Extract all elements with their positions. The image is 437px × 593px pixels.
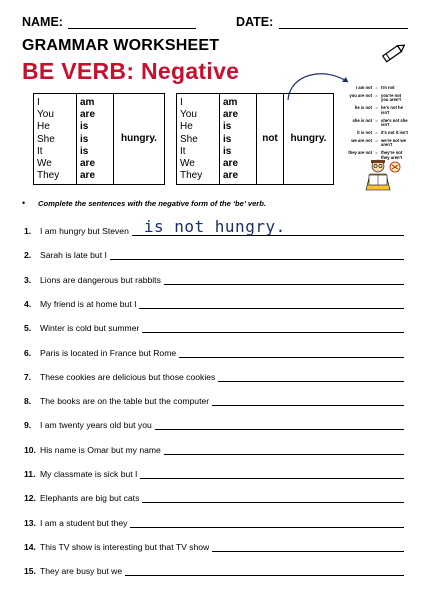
question-text: I am a student but they — [40, 517, 128, 528]
positive-conjugation-table — [33, 93, 165, 185]
contraction-full: I am not — [355, 85, 372, 90]
question-text: Lions are dangerous but rabbits — [40, 274, 161, 285]
question-number: 14. — [24, 541, 36, 552]
table-cell: are — [80, 170, 96, 182]
instruction-text: Complete the sentences with the negative form of the ‘be’ verb. — [38, 199, 266, 208]
question-number: 7. — [24, 371, 32, 382]
question-number: 11. — [24, 469, 36, 479]
answer-line[interactable] — [132, 217, 404, 236]
table-cell: is — [223, 133, 232, 145]
date-label: DATE: — [236, 15, 274, 29]
contraction-full: she is not — [352, 117, 372, 123]
question-number: 2. — [24, 250, 32, 261]
answer-line[interactable] — [212, 541, 404, 552]
equals-sign: = — [375, 85, 378, 90]
contraction-short: they're not they aren't — [381, 150, 403, 160]
table-cell: is — [80, 121, 89, 133]
contraction-row — [345, 106, 420, 115]
question-text: They are busy but we — [40, 566, 123, 577]
question-row — [24, 319, 404, 333]
table-cell: is — [223, 121, 232, 133]
table-cell: are — [223, 109, 239, 121]
table-cell: He — [37, 121, 50, 133]
equals-sign: = — [375, 92, 378, 98]
table-cell: We — [37, 158, 52, 170]
equals-sign: = — [375, 105, 378, 111]
answer-line[interactable] — [110, 249, 404, 260]
worksheet-subtitle: BE VERB: Negative — [22, 58, 240, 84]
answer-line[interactable] — [155, 419, 404, 430]
negation-cell: not — [257, 94, 284, 185]
table-cell: It — [37, 145, 43, 157]
table-cell: She — [37, 133, 55, 145]
answer-line[interactable] — [130, 517, 404, 528]
contraction-full: he is not — [354, 105, 372, 111]
verb-column — [77, 94, 114, 185]
negative-conjugation-table — [176, 93, 334, 185]
equals-sign: = — [375, 117, 378, 123]
question-number: 12. — [24, 493, 36, 504]
question-row — [24, 441, 404, 455]
question-text: My classmate is sick but I — [40, 469, 138, 479]
question-text: These cookies are delicious but those cookies — [40, 371, 216, 382]
worksheet-title: GRAMMAR WORKSHEET — [22, 37, 220, 54]
question-number: 8. — [24, 396, 32, 407]
table-cell: are — [80, 158, 96, 170]
table-cell: They — [180, 170, 203, 182]
answer-line[interactable] — [218, 371, 404, 382]
question-row — [24, 368, 404, 382]
table-cell: is — [80, 145, 89, 157]
date-field[interactable] — [279, 28, 408, 29]
question-text: Paris is located in France but Rome — [40, 347, 177, 358]
question-row — [24, 562, 404, 576]
table-cell: They — [37, 170, 60, 182]
question-text: His name is Omar but my name — [40, 444, 161, 455]
name-field[interactable] — [68, 28, 196, 29]
table-cell: am — [80, 97, 95, 108]
answer-line[interactable] — [142, 322, 404, 333]
table-cell: are — [223, 170, 239, 182]
table-cell: I — [37, 97, 40, 108]
question-number: 10. — [24, 444, 36, 455]
question-number: 1. — [24, 226, 32, 236]
handwritten-answer: is not hungry. — [143, 217, 286, 236]
table-cell: are — [223, 158, 239, 170]
equals-sign: = — [375, 129, 378, 135]
student-reading-icon — [356, 157, 402, 191]
contraction-short: you're not you aren't — [381, 92, 402, 103]
question-number: 4. — [24, 298, 32, 309]
contraction-row — [345, 131, 420, 136]
pronoun-column — [34, 94, 77, 185]
answer-line[interactable] — [179, 347, 404, 358]
contraction-full: it is not — [357, 129, 372, 135]
equals-sign: = — [375, 137, 378, 143]
question-row — [24, 217, 404, 236]
question-text: The books are on the table but the computer — [40, 396, 210, 407]
question-row — [24, 489, 404, 503]
question-text: Winter is cold but summer — [40, 323, 140, 334]
answer-line[interactable] — [140, 468, 404, 479]
question-row — [24, 271, 404, 285]
verb-column — [220, 94, 257, 185]
contraction-full: they are not — [348, 150, 372, 156]
question-number: 6. — [24, 347, 32, 358]
adjective-cell: hungry. — [284, 94, 334, 185]
question-number: 13. — [24, 517, 36, 528]
question-text: This TV show is interesting but that TV show — [40, 541, 210, 552]
equals-sign: = — [375, 150, 378, 156]
question-text: My friend is at home but I — [40, 298, 137, 309]
name-label: NAME: — [22, 15, 63, 29]
adjective-cell: hungry. — [114, 94, 165, 185]
contraction-row — [345, 139, 420, 148]
contraction-row — [345, 119, 420, 128]
question-number: 5. — [24, 323, 32, 334]
contraction-short: I'm not — [381, 85, 395, 90]
contraction-full: you are not — [349, 92, 372, 98]
question-row — [24, 538, 404, 552]
question-row — [24, 465, 404, 479]
question-row — [24, 514, 404, 528]
contraction-short: she's not she isn't — [381, 117, 408, 128]
contraction-row — [345, 86, 420, 91]
pencil-icon — [380, 40, 408, 66]
contraction-short: it's not it isn't — [381, 129, 408, 135]
contraction-short: he's not he isn't — [381, 105, 403, 115]
contractions-list — [345, 86, 420, 163]
question-row — [24, 392, 404, 406]
table-cell: You — [37, 109, 54, 121]
question-number: 15. — [24, 566, 36, 577]
question-number: 9. — [24, 420, 32, 431]
question-text: Sarah is late but I — [40, 250, 107, 261]
pronoun-column — [177, 94, 220, 185]
table-cell: is — [223, 145, 232, 157]
table-cell: It — [180, 145, 186, 157]
table-cell: He — [180, 121, 193, 133]
answer-line[interactable] — [142, 492, 404, 503]
question-row — [24, 295, 404, 309]
answer-line[interactable] — [139, 298, 404, 309]
question-row — [24, 344, 404, 358]
table-cell: is — [80, 133, 89, 145]
answer-line[interactable] — [164, 444, 404, 455]
question-text: Elephants are big but cats — [40, 493, 140, 504]
table-cell: You — [180, 109, 197, 121]
answer-line[interactable] — [212, 395, 404, 406]
table-cell: are — [80, 109, 96, 121]
table-cell: We — [180, 158, 195, 170]
table-cell: She — [180, 133, 198, 145]
contraction-short: we're not we aren't — [381, 137, 406, 148]
table-cell: I — [180, 97, 183, 108]
question-number: 3. — [24, 274, 32, 285]
question-row — [24, 246, 404, 260]
question-row — [24, 416, 404, 430]
table-cell: am — [223, 97, 238, 108]
contraction-full: we are not — [351, 137, 372, 143]
question-text: I am twenty years old but you — [40, 420, 152, 431]
answer-line[interactable] — [164, 274, 404, 285]
bullet-icon: • — [22, 198, 26, 208]
answer-line[interactable] — [125, 565, 404, 576]
contraction-row — [345, 94, 420, 103]
question-text: I am hungry but Steven — [40, 226, 129, 236]
